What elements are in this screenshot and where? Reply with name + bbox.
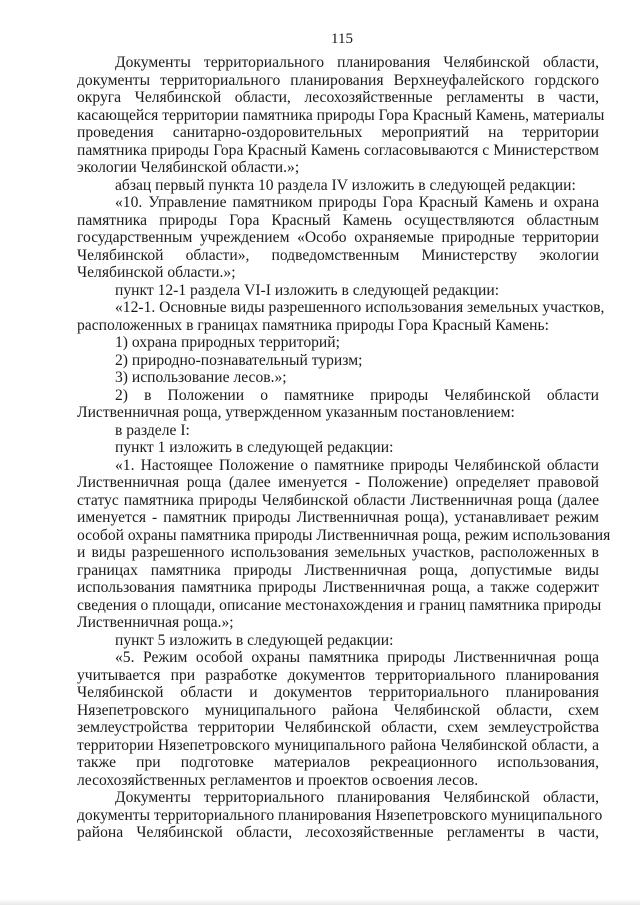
text-line: «10. Управление памятником природы Гора Красный Камень и охрана — [115, 194, 599, 211]
text-line: памятника природы Гора Красный Камень осуществляются областным — [77, 211, 599, 229]
paragraph — [77, 422, 599, 440]
text-line: памятника природы Гора Красный Камень согласовываются с Министерством — [77, 141, 599, 159]
paragraph — [77, 456, 611, 632]
text-line: расположенных в границах памятника природы Гора Красный Камень: — [77, 316, 549, 334]
text-line: Лиственничная роща.»; — [77, 614, 234, 631]
text-line: также при подготовке материалов рекреационного использования, — [77, 754, 599, 771]
text-line: статус памятника природы Челябинской области Лиственничная роща (далее — [77, 491, 599, 509]
paragraph — [77, 649, 599, 789]
text-line: в разделе I: — [115, 421, 190, 439]
text-line: Челябинской области.»; — [77, 264, 236, 281]
text-line: использования памятника природы Лиственничная роща, а также содержит — [77, 579, 599, 596]
text-line: пункт 12-1 раздела VI-I изложить в следующей редакции: — [115, 281, 500, 299]
text-line: лесохозяйственных регламентов и проектов освоения лесов. — [77, 771, 479, 789]
text-line: 3) использование лесов.»; — [115, 369, 287, 386]
text-line: 1) охрана природных территорий; — [115, 334, 340, 351]
paragraph — [77, 352, 599, 370]
text-line: документы территориального планирования Нязепетровского муниципального — [77, 806, 603, 824]
text-line: Документы территориального планирования Челябинской области, — [115, 789, 599, 806]
text-line: 2) природно-познавательный туризм; — [115, 351, 363, 369]
text-line: пункт 1 изложить в следующей редакции: — [115, 439, 394, 456]
paragraph — [77, 334, 599, 352]
text-line: именуется - памятник природы Лиственничная роща), устанавливает режим — [77, 509, 599, 526]
text-line: и виды разрешенного использования земельных участков, расположенных в — [77, 544, 599, 561]
text-line: землеустройства территории Челябинской области, схем землеустройства — [77, 719, 599, 736]
text-line: документы территориального планирования Верхнеуфалейского гордского — [77, 71, 599, 89]
text-line: касающейся территории памятника природы Гора Красный Камень, материалы — [77, 106, 605, 124]
paragraph — [77, 194, 599, 282]
page-number: 115 — [331, 31, 353, 47]
text-line: 2) в Положении о памятнике природы Челябинской области — [115, 386, 599, 404]
text-line: государственным учреждением «Особо охраняемые природные территории — [77, 229, 599, 246]
text-line: территории Нязепетровского муниципального района Челябинской области, а — [77, 736, 599, 754]
paragraph — [77, 282, 599, 300]
text-line: Лиственничная роща, утвержденном указанным постановлением: — [77, 404, 515, 421]
paragraph — [77, 369, 599, 387]
text-line: абзац первый пункта 10 раздела IV изложить в следующей редакции: — [115, 176, 576, 194]
text-line: учитывается при разработке документов территориального планирования — [77, 666, 599, 684]
text-line: Нязепетровского муниципального района Челябинской области, схем — [77, 701, 599, 719]
paragraph — [77, 387, 599, 422]
text-line: экологии Челябинской области.»; — [77, 159, 300, 176]
document-body — [77, 54, 611, 842]
text-line: округа Челябинской области, лесохозяйственные регламенты в части, — [77, 89, 599, 106]
text-line: Лиственничная роща (далее именуется - Положение) определяет правовой — [77, 474, 599, 491]
paragraph — [77, 632, 599, 650]
text-line: Челябинской области», подведомственным Министерству экологии — [77, 246, 599, 264]
text-line: Челябинской области и документов территориального планирования — [77, 684, 599, 701]
paragraph — [77, 177, 599, 195]
text-line: «5. Режим особой охраны памятника природы Лиственничная роща — [115, 649, 599, 666]
text-line: «12-1. Основные виды разрешенного использования земельных участков, — [115, 299, 605, 316]
text-line: пункт 5 изложить в следующей редакции: — [115, 631, 394, 649]
page-bottom-edge — [0, 899, 640, 905]
paragraph — [77, 54, 605, 177]
text-line: особой охраны памятника природы Лиственничная роща, режим использования — [77, 526, 611, 544]
text-line: Документы территориального планирования Челябинской области, — [115, 54, 599, 71]
text-line: сведения о площади, описание местонахождения и границ памятника природы — [77, 596, 602, 614]
paragraph — [77, 439, 599, 457]
paragraph — [77, 299, 605, 334]
paragraph — [77, 789, 603, 842]
text-line: района Челябинской области, лесохозяйственные регламенты в части, — [77, 824, 599, 841]
text-line: границах памятника природы Лиственничная роща, допустимые виды — [77, 561, 599, 579]
text-line: «1. Настоящее Положение о памятнике природы Челябинской области — [115, 456, 599, 474]
text-line: проведения санитарно-оздоровительных мероприятий на территории — [77, 124, 599, 141]
